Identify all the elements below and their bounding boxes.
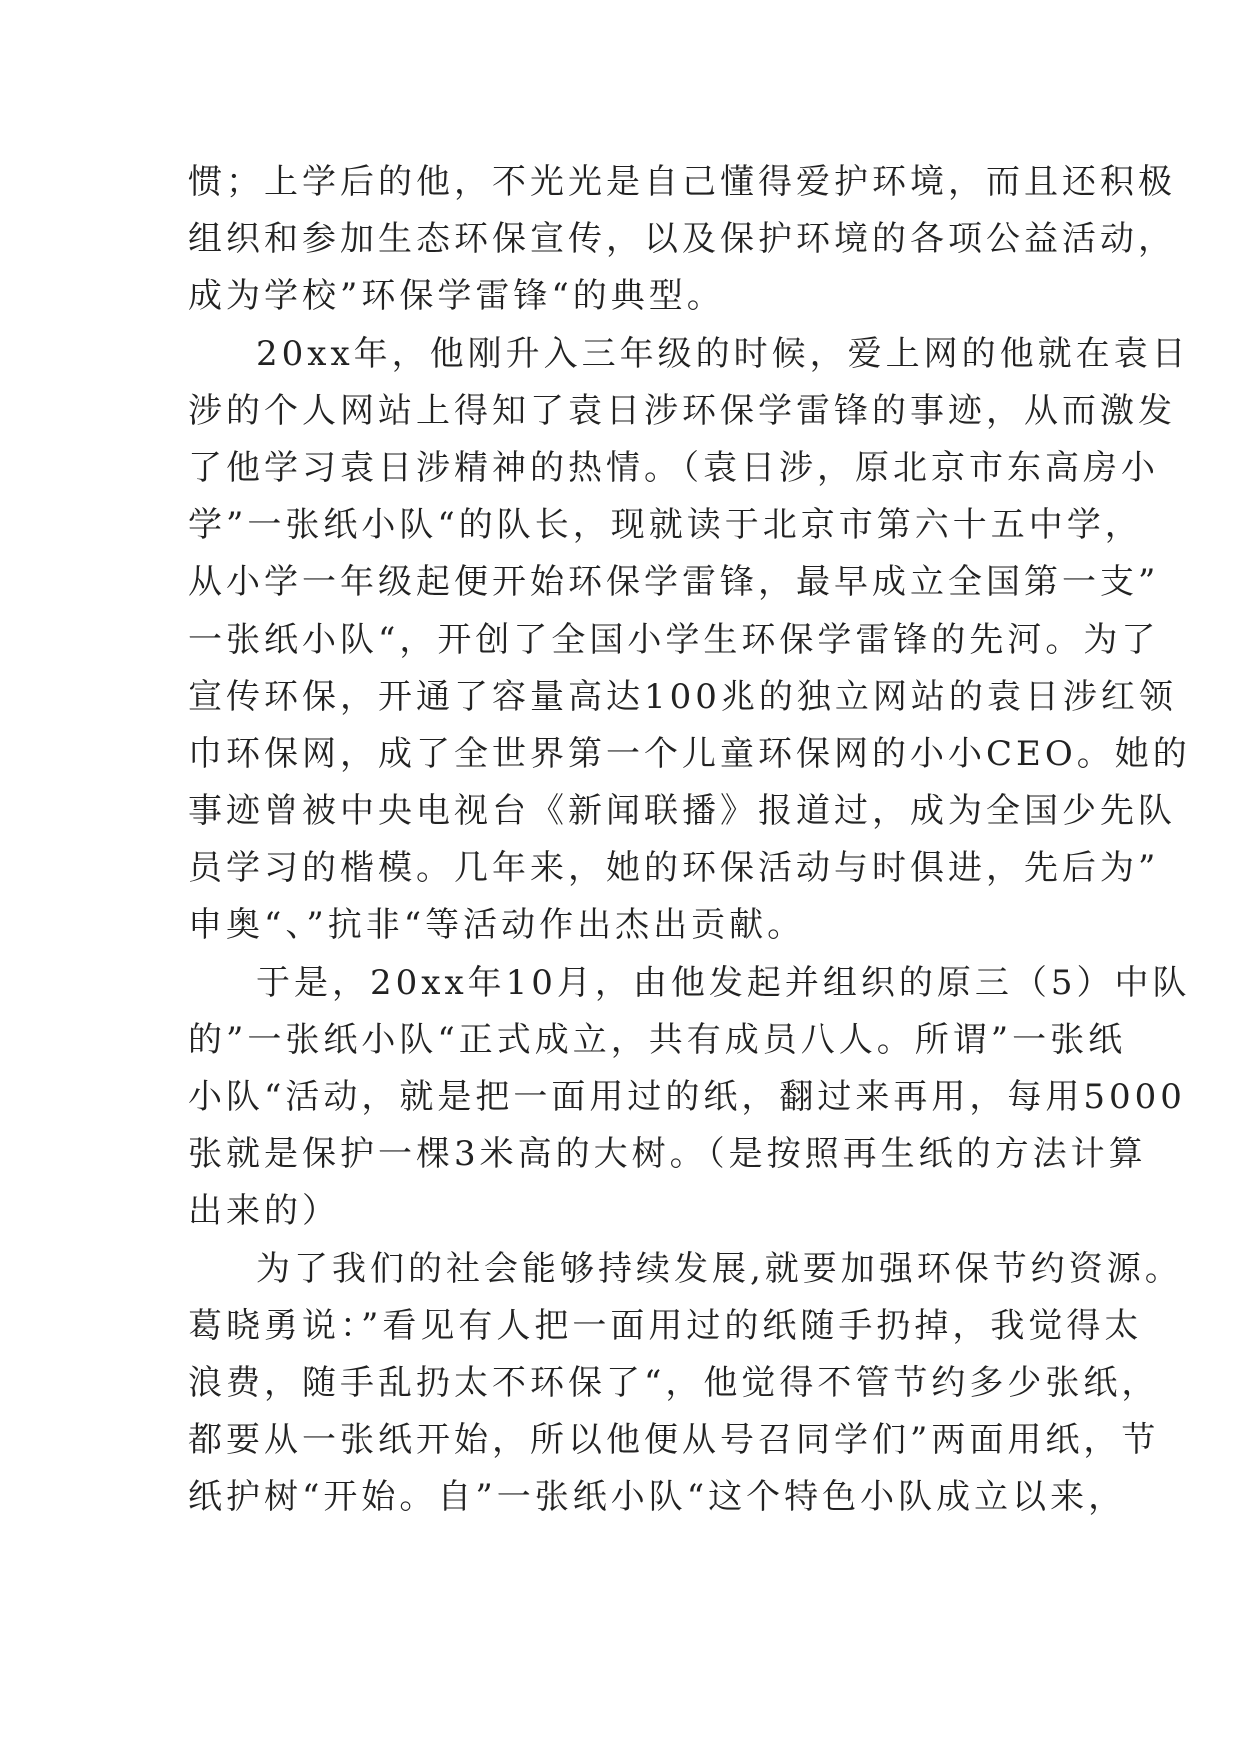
text-line: 了他学习袁日涉精神的热情。（袁日涉，原北京市东高房小 bbox=[188, 447, 1159, 488]
text-line: 小队“活动，就是把一面用过的纸，翻过来再用，每用5000 bbox=[188, 1077, 1186, 1117]
text-line: 出来的） bbox=[188, 1191, 340, 1232]
text-line: 宣传环保，开通了容量高达100兆的独立网站的袁日涉红领 bbox=[188, 676, 1177, 717]
text-line: 巾环保网，成了全世界第一个儿童环保网的小小CEO。她的 bbox=[188, 733, 1191, 774]
text-line: 组织和参加生态环保宣传，以及保护环境的各项公益活动， bbox=[188, 219, 1176, 260]
text-line: 都要从一张纸开始，所以他便从号召同学们”两面用纸，节 bbox=[188, 1420, 1160, 1461]
text-line: 事迹曾被中央电视台《新闻联播》报道过，成为全国少先队 bbox=[188, 791, 1176, 832]
paragraph-first-line: 为了我们的社会能够持续发展,就要加强环保节约资源。 bbox=[256, 1248, 1183, 1289]
text-line: 员学习的楷模。几年来，她的环保活动与时俱进，先后为” bbox=[188, 848, 1160, 889]
text-line: 申奥“、”抗非“等活动作出杰出贡献。 bbox=[188, 905, 806, 946]
paragraph-first-line: 于是，20xx年10月，由他发起并组织的原三（5）中队 bbox=[256, 962, 1191, 1003]
text-line: 葛晓勇说：”看见有人把一面用过的纸随手扔掉，我觉得太 bbox=[188, 1305, 1143, 1346]
text-line: 纸护树“开始。自”一张纸小队“这个特色小队成立以来， bbox=[188, 1477, 1127, 1518]
text-line: 成为学校”环保学雷锋“的典型。 bbox=[188, 276, 725, 317]
body-text bbox=[188, 154, 1191, 1527]
text-line: 惯；上学后的他，不光光是自己懂得爱护环境，而且还积极 bbox=[188, 162, 1176, 202]
text-line: 浪费，随手乱扔太不环保了“，他觉得不管节约多少张纸， bbox=[188, 1362, 1160, 1403]
paragraph-first-line: 20xx年，他刚升入三年级的时候，爱上网的他就在袁日 bbox=[256, 333, 1190, 374]
text-line: 张就是保护一棵3米高的大树。（是按照再生纸的方法计算 bbox=[188, 1134, 1147, 1175]
text-line: 的”一张纸小队“正式成立，共有成员八人。所谓”一张纸 bbox=[188, 1019, 1127, 1060]
text-line: 涉的个人网站上得知了袁日涉环保学雷锋的事迹，从而激发 bbox=[188, 390, 1176, 431]
text-line: 从小学一年级起便开始环保学雷锋，最早成立全国第一支” bbox=[188, 562, 1160, 603]
text-line: 学”一张纸小队“的队长，现就读于北京市第六十五中学， bbox=[188, 505, 1143, 546]
text-line: 一张纸小队“，开创了全国小学生环保学雷锋的先河。为了 bbox=[188, 619, 1160, 660]
